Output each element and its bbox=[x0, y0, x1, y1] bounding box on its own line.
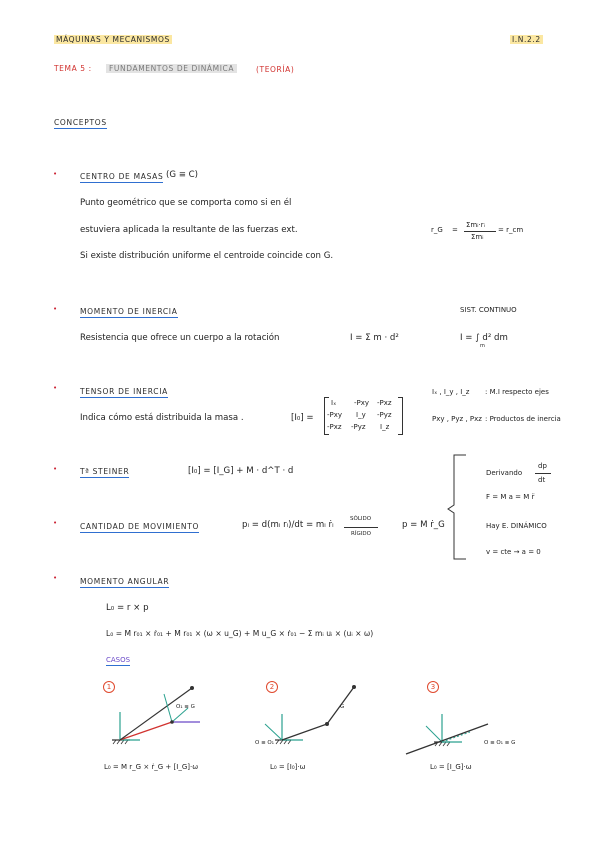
bar-line bbox=[406, 724, 488, 754]
continuo-formula: I = ∫ d² dm bbox=[460, 333, 508, 343]
rg-denominator: Σmᵢ bbox=[471, 233, 484, 241]
topic-note: (TEORÍA) bbox=[256, 65, 295, 74]
x1-axis bbox=[172, 708, 188, 722]
conceptos-heading: CONCEPTOS bbox=[54, 118, 107, 127]
casos-label: CASOS bbox=[106, 656, 131, 664]
tensor-axes: Iₓ , I_y , I_z bbox=[432, 388, 470, 396]
case1-result: L₀ = M r_G × ṙ_G + [I_G]·ω bbox=[104, 763, 199, 771]
tensor-text: Indica cómo está distribuida la masa . bbox=[80, 413, 244, 423]
matrix-cell: -Pxy bbox=[327, 411, 343, 419]
tensor-io: [I₀] = bbox=[291, 413, 314, 423]
momento-text: Resistencia que ofrece un cuerpo a la rotación bbox=[80, 333, 280, 343]
cantidad-result: p = M ṙ_G bbox=[402, 520, 445, 530]
brace-line bbox=[448, 455, 466, 559]
subject-title: MÁQUINAS Y MECANISMOS bbox=[56, 35, 170, 44]
angular-title: MOMENTO ANGULAR bbox=[80, 577, 170, 586]
rg-vector bbox=[120, 722, 172, 740]
case2-label: O ≡ O₁ bbox=[255, 740, 274, 746]
matrix-cell: -Pxy bbox=[354, 399, 370, 407]
topic-label: TEMA 5 : bbox=[54, 64, 92, 73]
tensor-prods-note: : Productos de inercia bbox=[485, 415, 561, 423]
bullet: • bbox=[53, 574, 58, 582]
brace-deriv: Derivando bbox=[486, 469, 523, 477]
rg-eq: = bbox=[452, 226, 458, 234]
brace-dp: dp bbox=[538, 462, 547, 470]
x1-dashed bbox=[442, 732, 470, 742]
momento-formula: I = Σ m · d² bbox=[350, 333, 399, 343]
matrix-cell: -Pxz bbox=[327, 423, 342, 431]
joint bbox=[325, 722, 329, 726]
diag-axis bbox=[426, 726, 442, 742]
case-number: 3 bbox=[427, 681, 439, 693]
bullet: • bbox=[53, 465, 58, 473]
case1-diagram bbox=[100, 682, 210, 752]
bullet: • bbox=[53, 519, 58, 527]
integral-subscript: m bbox=[480, 343, 485, 349]
fraction-bar bbox=[464, 231, 496, 232]
matrix-cell: Iₓ bbox=[331, 399, 337, 407]
diag-axis bbox=[265, 724, 282, 740]
tensor-title: TENSOR DE INERCIA bbox=[80, 387, 168, 396]
tensor-prods: Pxy , Pyz , Pxz bbox=[432, 415, 482, 423]
tensor-axes-note: : M.I respecto ejes bbox=[485, 388, 549, 396]
brace-fraction-bar bbox=[535, 473, 551, 474]
matrix-cell: -Pxz bbox=[377, 399, 392, 407]
cantidad-title: CANTIDAD DE MOVIMIENTO bbox=[80, 522, 200, 531]
sist-continuo: SIST. CONTINUO bbox=[460, 306, 517, 314]
case-number: 2 bbox=[266, 681, 278, 693]
case-number: 1 bbox=[103, 681, 115, 693]
cantidad-formula: pᵢ = d(mᵢ rᵢ)/dt = mᵢ ṙᵢ bbox=[242, 520, 334, 530]
topic-title: FUNDAMENTOS DE DINÁMICA bbox=[106, 64, 237, 73]
cantidad-cond-top: SÓLIDO bbox=[350, 516, 372, 522]
bullet: • bbox=[53, 170, 58, 178]
centro-sym: (G ≡ C) bbox=[166, 170, 199, 180]
bullet: • bbox=[53, 305, 58, 313]
cantidad-cond-bot: RÍGIDO bbox=[351, 531, 371, 537]
cantidad-arrow bbox=[344, 527, 378, 528]
centro-line3: Si existe distribución uniforme el centroide coincide con G. bbox=[80, 251, 334, 261]
rcm-symbol: = r_cm bbox=[498, 226, 524, 234]
case3-label: O ≡ O₁ ≡ G bbox=[484, 740, 516, 746]
page-ref: I.N.2.2 bbox=[512, 35, 541, 44]
joint bbox=[190, 686, 194, 690]
case1-label: O₁ ≡ G bbox=[176, 704, 195, 710]
matrix-cell: I_z bbox=[380, 423, 390, 431]
steiner-title: Tª STEINER bbox=[80, 467, 130, 476]
centro-title: CENTRO DE MASAS bbox=[80, 172, 164, 181]
matrix-cell: -Pyz bbox=[351, 423, 366, 431]
steiner-formula: [I₀] = [I_G] + M · d^T · d bbox=[188, 466, 294, 476]
angular-full: L₀ = M r₀₁ × ṙ₀₁ + M r₀₁ × (ω × u_G) + M u_G × ṙ₀₁ − Σ mᵢ uᵢ × (uᵢ × ω) bbox=[106, 629, 374, 638]
g-point bbox=[170, 720, 174, 724]
matrix-cell: I_y bbox=[356, 411, 366, 419]
case3-diagram bbox=[400, 680, 500, 760]
case2-g: G bbox=[340, 704, 345, 710]
centro-line2: estuviera aplicada la resultante de las fuerzas ext. bbox=[80, 225, 298, 235]
brace-hay: Hay E. DINÁMICO bbox=[486, 522, 547, 530]
angular-def: L₀ = r × p bbox=[106, 603, 149, 613]
brace-f: F = M a = M r̈ bbox=[486, 493, 535, 501]
linkage bbox=[282, 687, 354, 740]
case2-result: L₀ = [I₀]·ω bbox=[270, 763, 306, 771]
brace-svg bbox=[448, 453, 468, 563]
centro-line1: Punto geométrico que se comporta como si en él bbox=[80, 198, 292, 208]
rg-symbol: r_G bbox=[431, 226, 443, 234]
brace-dt: dt bbox=[538, 476, 546, 484]
brace-v: v = cte → a = 0 bbox=[486, 548, 541, 556]
case3-result: L₀ = [I_G]·ω bbox=[430, 763, 472, 771]
momento-title: MOMENTO DE INERCIA bbox=[80, 307, 178, 316]
rg-numerator: Σmᵢ·rᵢ bbox=[466, 221, 485, 229]
bullet: • bbox=[53, 384, 58, 392]
matrix-cell: -Pyz bbox=[377, 411, 392, 419]
joint bbox=[352, 685, 356, 689]
matrix-bracket-right bbox=[398, 397, 403, 435]
